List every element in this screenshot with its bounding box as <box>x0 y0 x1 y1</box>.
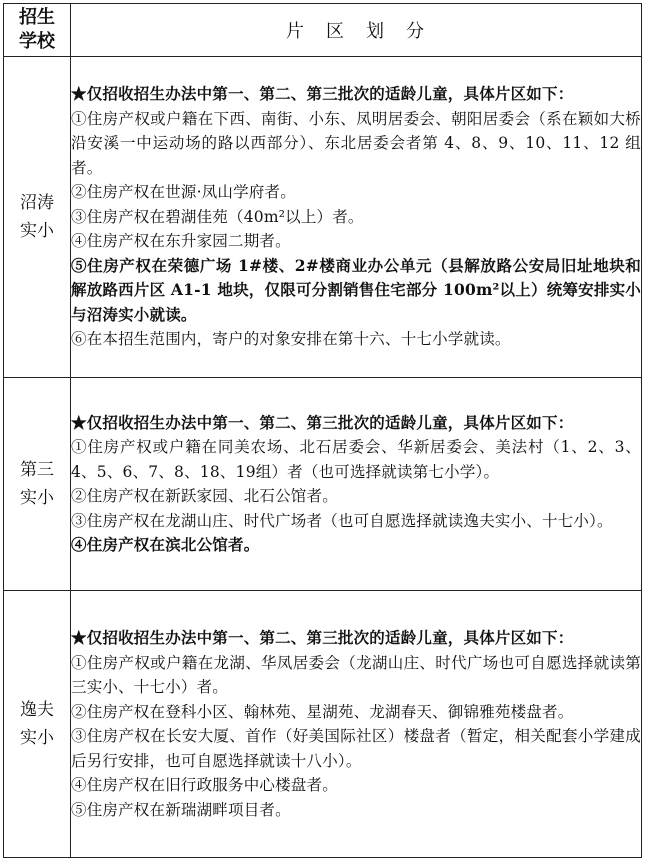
zone-line: ★仅招收招生办法中第一、第二、第三批次的适龄儿童，具体片区如下： <box>71 628 574 647</box>
table-row <box>4 378 642 591</box>
zone-line: ②住房产权在登科小区、翰林苑、星湖苑、龙湖春天、御锦雅苑楼盘者。 <box>71 702 574 721</box>
school-name-line1: 第三 <box>20 460 54 480</box>
table-row <box>4 591 642 858</box>
zone-line: ③住房产权在龙湖山庄、时代广场者（也可自愿选择就读逸夫实小、十七小）。 <box>71 511 613 530</box>
school-cell <box>4 57 71 378</box>
school-header-line1: 招生 <box>19 7 55 28</box>
school-cell <box>4 591 71 858</box>
zone-line: ①住房产权或户籍在下西、南街、小东、凤明居委会、朝阳居委会（系在颖如大桥沿安溪一中运动场的路以西部分）、东北居委会者第 4、8、9、10、11、12 组者。 <box>71 109 641 177</box>
zone-line: ④住房产权在滨北公馆者。 <box>71 535 260 554</box>
zone-line: ①住房产权或户籍在龙湖、华凤居委会（龙湖山庄、时代广场也可自愿选择就读第三实小、十七小）者。 <box>71 653 641 696</box>
zone-cell <box>71 591 642 858</box>
table-row <box>4 57 642 378</box>
zone-cell <box>71 378 642 591</box>
zone-line: ②住房产权在世源·凤山学府者。 <box>71 183 296 202</box>
zone-line: ③住房产权在长安大厦、首作（好美国际社区）楼盘者（暂定，相关配套小学建成后另行安排，也可自愿选择就读十八小）。 <box>71 727 641 770</box>
zoning-table <box>3 3 642 858</box>
zone-line: ④住房产权在旧行政服务中心楼盘者。 <box>71 776 338 794</box>
zone-line: ②住房产权在新跃家园、北石公馆者。 <box>71 487 338 505</box>
zone-line: ③住房产权在碧湖佳苑（40m²以上）者。 <box>71 207 364 226</box>
school-cell <box>4 378 71 591</box>
table-header-row <box>4 4 642 57</box>
zone-line: ⑤住房产权在新瑞湖畔项目者。 <box>71 800 291 819</box>
zone-line: ★仅招收招生办法中第一、第二、第三批次的适龄儿童，具体片区如下： <box>71 84 574 104</box>
school-name-line1: 逸夫 <box>20 700 54 720</box>
zone-line: ★仅招收招生办法中第一、第二、第三批次的适龄儿童，具体片区如下： <box>71 412 574 432</box>
zone-cell <box>71 57 642 378</box>
zone-line: ⑤住房产权在荣德广场 1#楼、2#楼商业办公单元（县解放路公安局旧址地块和解放路西片区 A1-1 地块，仅限可分割销售住宅部分 100m²以上）统筹安排实小与沼涛实小就读。 <box>71 255 641 324</box>
zone-line: ④住房产权在东升家园二期者。 <box>71 232 291 251</box>
school-name-line2: 实小 <box>20 728 54 748</box>
school-name-line1: 沼涛 <box>20 193 54 213</box>
zone-line: ①住房产权或户籍在同美农场、北石居委会、华新居委会、美法村（1、2、3、4、5、6、7、8、18、19组）者（也可选择就读第七小学）。 <box>71 438 641 481</box>
school-name-line2: 实小 <box>20 488 54 508</box>
school-name-line2: 实小 <box>20 221 54 241</box>
school-column-header <box>4 4 71 57</box>
school-header-line2: 学校 <box>19 31 55 52</box>
zone-column-header: 片 区 划 分 <box>71 4 642 57</box>
zone-line: ⑥在本招生范围内，寄户的对象安排在第十六、十七小学就读。 <box>71 330 511 349</box>
